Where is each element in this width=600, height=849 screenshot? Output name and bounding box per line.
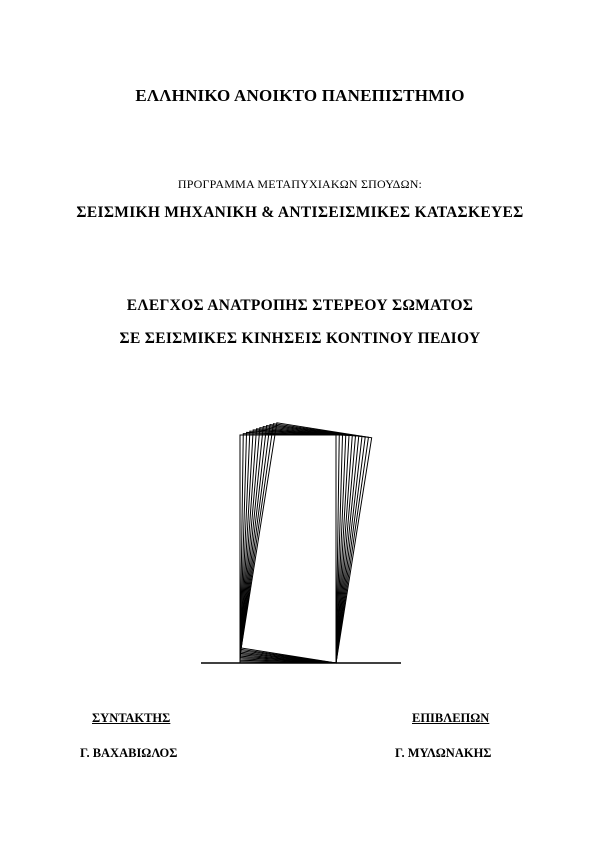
program-label: ΠΡΟΓΡΑΜΜΑ ΜΕΤΑΠΥΧΙΑΚΩΝ ΣΠΟΥΔΩΝ: xyxy=(177,177,423,191)
program-specialization: ΣΕΙΣΜΙΚΗ ΜΗΧΑΝΙΚΗ & ΑΝΤΙΣΕΙΣΜΙΚΕΣ ΚΑΤΑΣΚΕΥΕΣ xyxy=(76,204,524,221)
rocking-block-icon xyxy=(195,400,405,670)
author-name: Γ. ΒΑΧΑΒΙΩΛΟΣ xyxy=(80,746,178,760)
block-frame xyxy=(240,434,339,663)
block-frame xyxy=(241,426,362,663)
supervisor-name: Γ. ΜΥΛΩΝΑΚΗΣ xyxy=(395,746,492,760)
block-frame xyxy=(241,423,371,663)
thesis-title-line1: ΕΛΕΓΧΟΣ ΑΝΑΤΡΟΠΗΣ ΣΤΕΡΕΟΥ ΣΩΜΑΤΟΣ xyxy=(126,297,474,314)
supervisor-label: ΕΠΙΒΛΕΠΩΝ xyxy=(412,711,490,725)
university-name: ΕΛΛΗΝΙΚΟ ΑΝΟΙΚΤΟ ΠΑΝΕΠΙΣΤΗΜΙΟ xyxy=(135,86,465,105)
thesis-title-line2: ΣΕ ΣΕΙΣΜΙΚΕΣ ΚΙΝΗΣΕΙΣ ΚΟΝΤΙΝΟΥ ΠΕΔΙΟΥ xyxy=(119,330,481,347)
author-label: ΣΥΝΤΑΚΤΗΣ xyxy=(92,711,171,725)
